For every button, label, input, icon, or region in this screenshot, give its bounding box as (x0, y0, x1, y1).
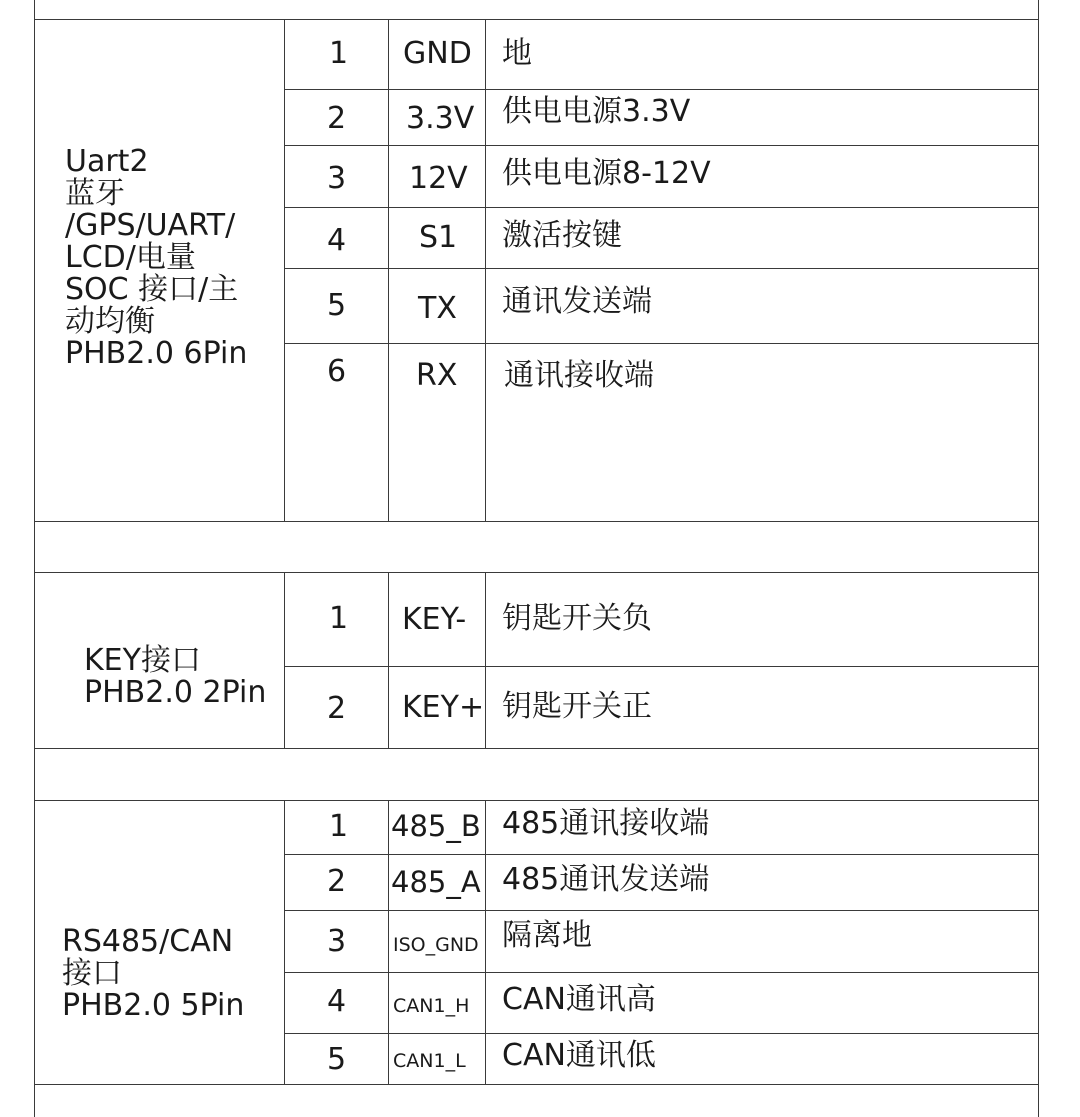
pin-description: CAN通讯低 (502, 1038, 656, 1073)
col-divider (485, 800, 486, 1084)
pin-number: 2 (327, 101, 347, 136)
row-divider (284, 145, 1039, 146)
row-divider (284, 343, 1039, 344)
row-divider (34, 572, 1039, 573)
pin-number: 4 (327, 984, 347, 1019)
pin-description: 485通讯接收端 (502, 806, 710, 841)
pin-name: KEY- (402, 602, 467, 637)
col-divider (388, 800, 389, 1084)
pin-description: 供电电源3.3V (502, 94, 691, 129)
pin-name: 12V (409, 161, 468, 196)
pin-description: CAN通讯高 (502, 982, 656, 1017)
pin-number: 2 (327, 691, 347, 726)
table-border-right (1038, 0, 1039, 1117)
pin-name: TX (418, 291, 457, 326)
pin-number: 2 (327, 864, 347, 899)
group-label-key: KEY接口 PHB2.0 2Pin (84, 643, 267, 710)
pin-description: 供电电源8-12V (502, 156, 711, 191)
col-divider (284, 572, 285, 748)
pin-description: 钥匙开关正 (502, 689, 652, 724)
row-divider (34, 800, 1039, 801)
row-divider (284, 854, 1039, 855)
pin-number: 6 (327, 354, 347, 389)
col-divider (284, 800, 285, 1084)
pin-description: 钥匙开关负 (502, 601, 652, 636)
col-divider (485, 572, 486, 748)
col-divider (388, 572, 389, 748)
pin-number: 1 (329, 36, 349, 71)
col-divider (388, 19, 389, 521)
pin-name: 485_A (391, 865, 481, 899)
col-divider (284, 19, 285, 521)
row-divider (284, 666, 1039, 667)
row-divider (284, 910, 1039, 911)
pin-number: 5 (327, 288, 347, 323)
group-label-rs485-can: RS485/CAN 接口 PHB2.0 5Pin (62, 924, 245, 1023)
row-divider (284, 207, 1039, 208)
row-divider (34, 19, 1039, 20)
pin-name: RX (416, 358, 458, 393)
col-divider (485, 19, 486, 521)
row-divider (34, 521, 1039, 522)
pin-description: 通讯发送端 (502, 284, 652, 319)
pin-number: 3 (327, 924, 347, 959)
pin-number: 1 (329, 809, 349, 844)
pin-name: 485_B (391, 809, 481, 843)
pin-name: KEY+ (402, 690, 485, 725)
pin-number: 3 (327, 161, 347, 196)
pin-number: 4 (327, 223, 347, 258)
row-divider (34, 748, 1039, 749)
pin-name: ISO_GND (393, 934, 479, 956)
row-divider (284, 1033, 1039, 1034)
pin-description: 地 (502, 36, 532, 71)
pin-name: CAN1_H (393, 995, 470, 1017)
row-divider (34, 1084, 1039, 1085)
pin-name: 3.3V (406, 101, 475, 136)
pin-description: 485通讯发送端 (502, 862, 710, 897)
group-label-uart2: Uart2 蓝牙 /GPS/UART/ LCD/电量 SOC 接口/主 动均衡 PHB2.0 6Pin (65, 144, 248, 371)
pin-description: 通讯接收端 (504, 358, 654, 393)
pin-name: S1 (419, 220, 458, 255)
row-divider (284, 268, 1039, 269)
row-divider (284, 89, 1039, 90)
pin-number: 1 (329, 601, 349, 636)
row-divider (284, 972, 1039, 973)
table-border-left (34, 0, 35, 1117)
pin-description: 隔离地 (502, 918, 592, 953)
pin-name: GND (403, 36, 472, 71)
pin-description: 激活按键 (502, 218, 622, 253)
pin-number: 5 (327, 1042, 347, 1077)
pin-name: CAN1_L (393, 1050, 466, 1072)
